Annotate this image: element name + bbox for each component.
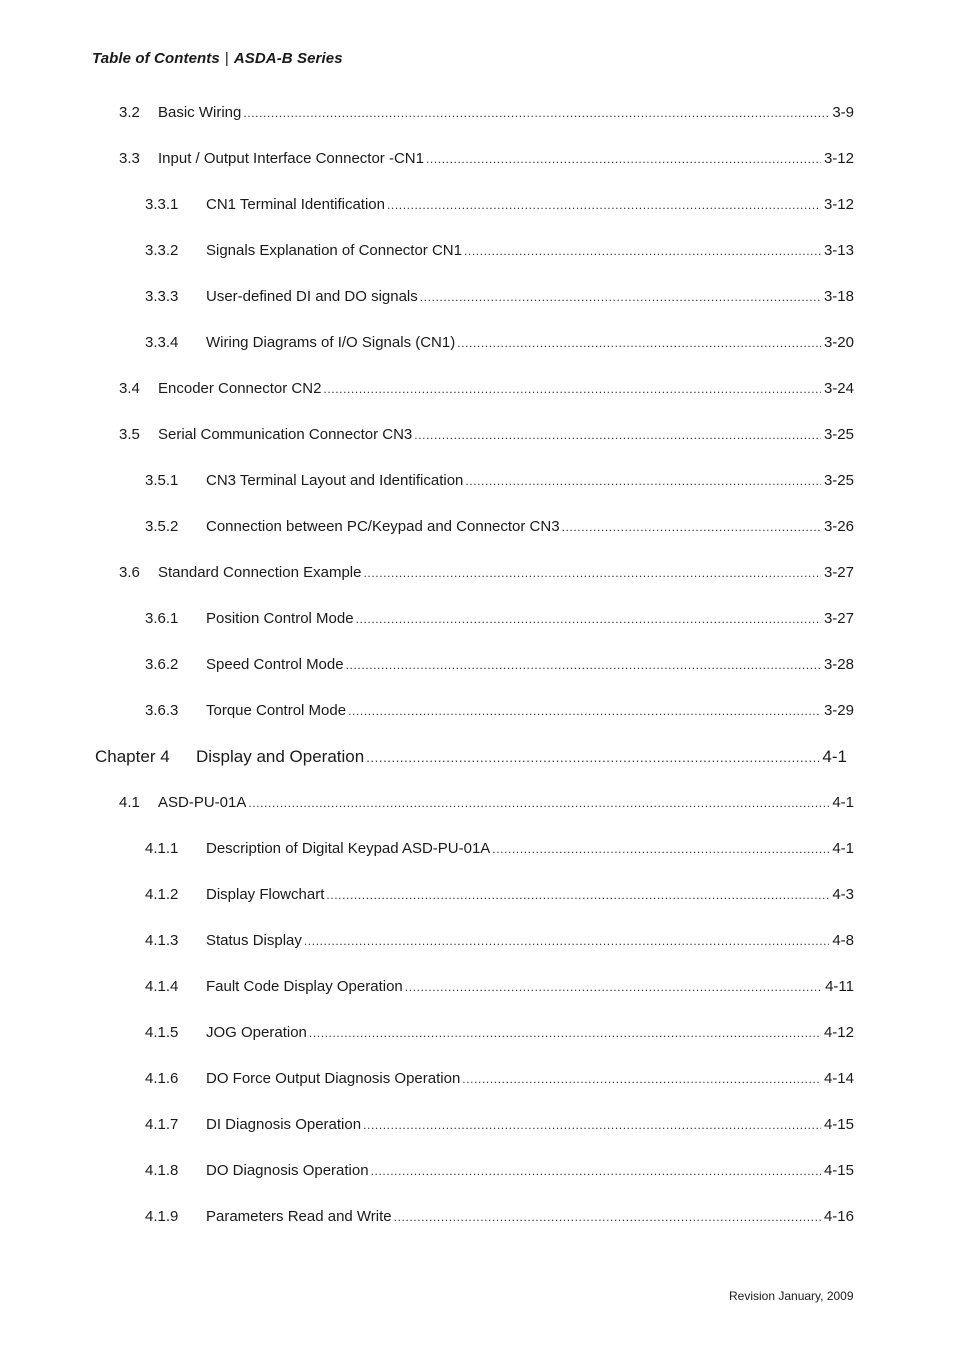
toc-entry-number: 3.4 [119,380,140,397]
toc-entry-3-3[interactable] [119,150,854,167]
toc-entry-page: 4-14 [823,1070,854,1087]
toc-entry-number: 3.6 [119,564,140,581]
header-product-series: ASDA-B Series [233,50,343,67]
toc-entry-3-3-3[interactable] [145,288,854,305]
toc-entry-number: 4.1.1 [145,840,179,857]
dot-leader [426,152,821,166]
dot-leader [462,1072,821,1086]
toc-chapter-label: Chapter 4 [95,747,170,766]
toc-entry-page: 3-25 [823,472,854,489]
toc-entry-page: 4-11 [825,978,854,995]
toc-entry-title: Parameters Read and Write [206,1208,392,1225]
toc-entry-title: JOG Operation [206,1024,307,1041]
dot-leader [304,934,829,948]
toc-entry-title: Torque Control Mode [206,702,347,719]
toc-entry-title: CN1 Terminal Identification [206,196,385,213]
toc-entry-number: 3.6.3 [145,702,179,719]
toc-entry-3-3-1[interactable] [145,196,854,213]
toc-entry-page: 3-13 [823,242,854,259]
toc-entry-page: 4-16 [823,1208,854,1225]
toc-entry-page: 3-29 [823,702,854,719]
toc-entry-title: Encoder Connector CN2 [158,380,322,397]
dot-leader [387,198,821,212]
toc-entry-number: 4.1.5 [145,1024,179,1041]
toc-entry-page: 3-20 [823,334,854,351]
dot-leader [492,842,829,856]
toc-entry-title: Connection between PC/Keypad and Connector CN3 [206,518,560,535]
toc-entry-3-3-2[interactable] [145,242,854,259]
toc-entry-page: 3-27 [823,610,854,627]
toc-entry-title: Signals Explanation of Connector CN1 [206,242,462,259]
toc-entry-4-1[interactable] [119,794,854,811]
toc-entry-page: 3-24 [823,380,854,397]
dot-leader [394,1210,821,1224]
toc-entry-number: 4.1.7 [145,1116,179,1133]
toc-entry-number: 3.5.2 [145,518,179,535]
toc-entry-title: User-defined DI and DO signals [206,288,418,305]
toc-entry-number: 3.3.4 [145,334,179,351]
dot-leader [356,612,821,626]
toc-entry-4-1-1[interactable] [145,840,854,857]
dot-leader [243,106,829,120]
toc-entry-3-5-1[interactable] [145,472,854,489]
toc-entry-3-6-2[interactable] [145,656,854,673]
toc-entry-page: 4-1 [832,794,854,811]
dot-leader [405,980,822,994]
dot-leader [420,290,821,304]
toc-entry-4-1-5[interactable] [145,1024,854,1041]
toc-entry-number: 3.5 [119,426,140,443]
toc-entry-page: 4-15 [823,1162,854,1179]
toc-entry-title: Serial Communication Connector CN3 [158,426,413,443]
toc-entry-4-1-6[interactable] [145,1070,854,1087]
toc-entry-title: Display Flowchart [206,886,325,903]
toc-entry-page: 3-18 [823,288,854,305]
toc-entry-title: DI Diagnosis Operation [206,1116,362,1133]
dot-leader [363,1118,821,1132]
toc-entry-page: 3-12 [823,196,854,213]
dot-leader [248,796,829,810]
toc-entry-title: DO Force Output Diagnosis Operation [206,1070,461,1087]
toc-entry-4-1-4[interactable] [145,978,854,995]
toc-entry-page: 4-3 [832,886,854,903]
toc-entry-3-5[interactable] [119,426,854,443]
toc-entry-title: Position Control Mode [206,610,354,627]
toc-entry-4-1-3[interactable] [145,932,854,949]
dot-leader [363,566,821,580]
dot-leader [464,244,821,258]
toc-entry-page: 3-27 [823,564,854,581]
toc-entry-3-6[interactable] [119,564,854,581]
header-doc-section: Table of Contents [92,50,220,67]
toc-entry-number: 4.1.3 [145,932,179,949]
toc-entry-title: Description of Digital Keypad ASD-PU-01A [206,840,491,857]
dot-leader [457,336,821,350]
dot-leader [348,704,821,718]
toc-entry-number: 3.3 [119,150,140,167]
toc-entry-number: 4.1.6 [145,1070,179,1087]
toc-entry-4-1-7[interactable] [145,1116,854,1133]
toc-entry-title: Fault Code Display Operation [206,978,403,995]
toc-entry-number: 3.6.1 [145,610,179,627]
running-header [92,50,343,67]
toc-entry-page: 4-1 [822,747,847,766]
toc-entry-4-1-2[interactable] [145,886,854,903]
toc-entry-number: 4.1.4 [145,978,179,995]
toc-entry-number: 4.1.8 [145,1162,179,1179]
toc-entry-title: DO Diagnosis Operation [206,1162,369,1179]
toc-entry-number: 3.5.1 [145,472,179,489]
toc-entry-title: Status Display [206,932,302,949]
toc-entry-number: 4.1.2 [145,886,179,903]
toc-entry-page: 3-9 [832,104,854,121]
toc-entry-page: 3-26 [823,518,854,535]
toc-entry-title: Standard Connection Example [158,564,362,581]
toc-entry-page: 3-12 [823,150,854,167]
dot-leader [309,1026,821,1040]
dot-leader [371,1164,821,1178]
toc-entry-title: CN3 Terminal Layout and Identification [206,472,464,489]
toc-entry-3-4[interactable] [119,380,854,397]
toc-entry-title: Display and Operation [196,747,365,766]
toc-entry-number: 4.1.9 [145,1208,179,1225]
toc-entry-number: 4.1 [119,794,140,811]
toc-entry-3-6-1[interactable] [145,610,854,627]
toc-entry-number: 3.3.3 [145,288,179,305]
dot-leader [465,474,821,488]
toc-entry-title: Basic Wiring [158,104,242,121]
dot-leader [323,382,821,396]
toc-entry-number: 3.2 [119,104,140,121]
dot-leader [562,520,821,534]
toc-entry-title: ASD-PU-01A [158,794,247,811]
toc-entry-page: 4-8 [832,932,854,949]
toc-entry-title: Speed Control Mode [206,656,344,673]
toc-entry-page: 3-28 [823,656,854,673]
toc-entry-page: 4-12 [823,1024,854,1041]
toc-entry-page: 4-1 [832,840,854,857]
toc-entry-4-1-9[interactable] [145,1208,854,1225]
toc-entry-4-1-8[interactable] [145,1162,854,1179]
toc-entry-3-6-3[interactable] [145,702,854,719]
header-separator: | [224,50,229,67]
toc-entry-number: 3.3.2 [145,242,179,259]
toc-entry-number: 3.6.2 [145,656,179,673]
toc-entry-page: 3-25 [823,426,854,443]
toc-entry-page: 4-15 [823,1116,854,1133]
toc-entry-chapter-4[interactable] [95,747,847,767]
dot-leader [414,428,821,442]
toc-entry-title: Wiring Diagrams of I/O Signals (CN1) [206,334,456,351]
toc-entry-number: 3.3.1 [145,196,179,213]
dot-leader [326,888,829,902]
revision-footer: Revision January, 2009 [729,1289,854,1303]
toc-entry-3-5-2[interactable] [145,518,854,535]
dot-leader [366,750,819,765]
toc-entry-3-2[interactable] [119,104,854,121]
toc-entry-title: Input / Output Interface Connector -CN1 [158,150,424,167]
dot-leader [346,658,821,672]
toc-entry-3-3-4[interactable] [145,334,854,351]
